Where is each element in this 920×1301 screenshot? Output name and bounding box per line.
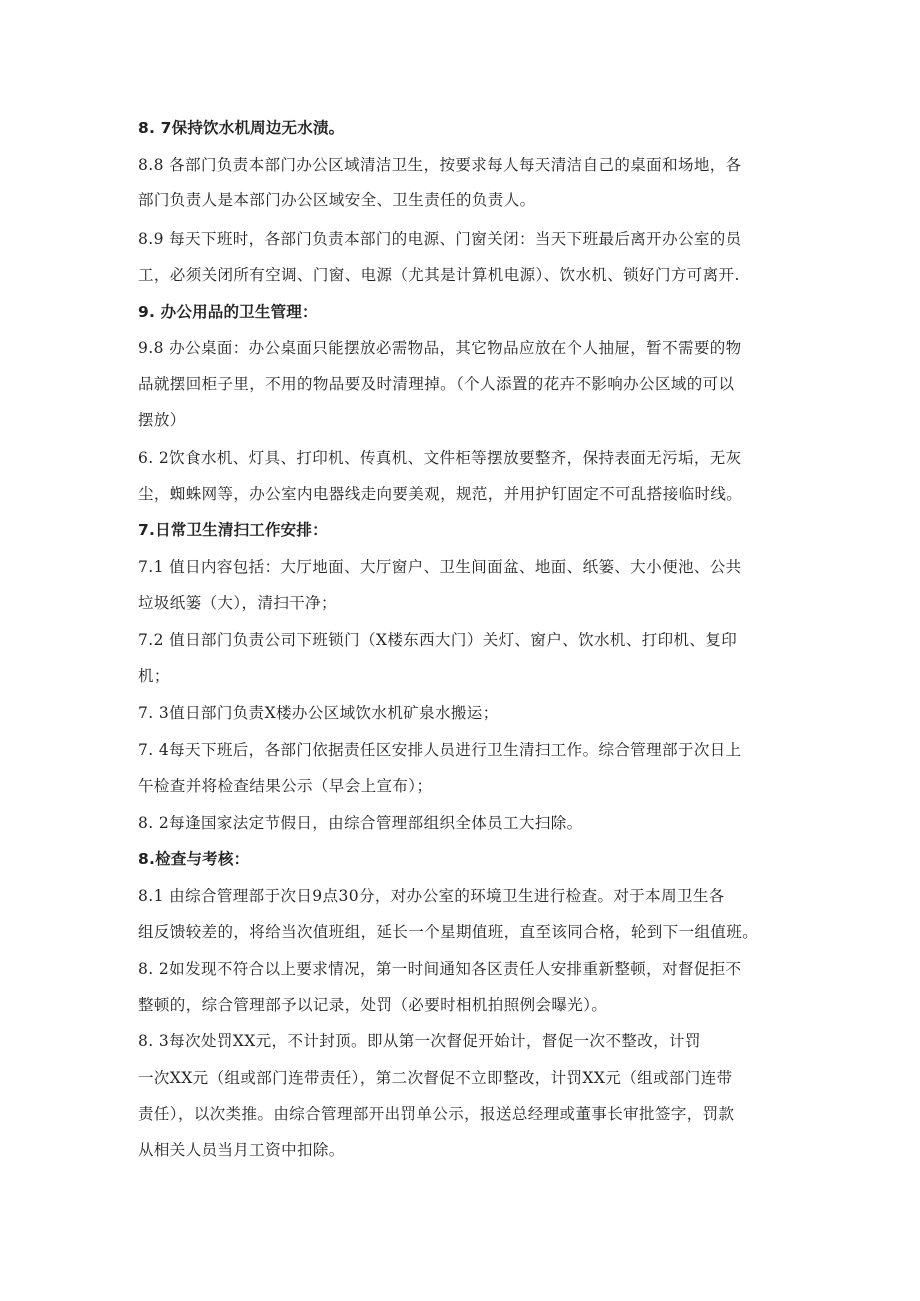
section-heading-8: 8.检查与考核： <box>138 850 250 868</box>
line-26: 8. 3每次处罚XX元，不计封顶。即从第一次督促开始计，督促一次不整改，计罚 <box>138 1032 701 1050</box>
line-19: 午检查并将检查结果公示（早会上宣布）； <box>138 777 433 795</box>
line-29: 从相关人员当月工资中扣除。 <box>138 1141 345 1159</box>
line-24: 8. 2如发现不符合以上要求情况，第一时间通知各区责任人安排重新整顿，对督促拒不 <box>138 960 742 978</box>
section-heading-7: 7.日常卫生清扫工作安排： <box>138 521 328 539</box>
line-7: 9.8 办公桌面：办公桌面只能摆放必需物品，其它物品应放在个人抽屉，暂不需要的物 <box>138 339 742 357</box>
line-23: 组反馈较差的，将给当次值班组，延长一个星期值班，直至该同合格，轮到下一组值班。 <box>138 923 759 941</box>
line-2: 8.8 各部门负责本部门办公区域清洁卫生，按要求每人每天清洁自己的桌面和场地，各 <box>138 156 742 174</box>
line-13: 7.1 值日内容包括：大厅地面、大厅窗户、卫生间面盆、地面、纸篓、大小便池、公共 <box>138 558 742 576</box>
line-3: 部门负责人是本部门办公区域安全、卫生责任的负责人。 <box>138 191 536 209</box>
line-11: 尘，蜘蛛网等，办公室内电器线走向要美观，规范，并用护钉固定不可乱搭接临时线。 <box>138 485 743 503</box>
line-22: 8.1 由综合管理部于次日9点30分，对办公室的环境卫生进行检查。对于本周卫生各 <box>138 887 725 905</box>
line-14: 垃圾纸篓（大），清扫干净； <box>138 594 337 612</box>
line-1: 8. 7保持饮水机周边无水渍。 <box>138 119 345 137</box>
line-8: 品就摆回柜子里，不用的物品要及时清理掉。（个人添置的花卉不影响办公区域的可以 <box>138 375 735 393</box>
section-heading-9: 9. 办公用品的卫生管理： <box>138 303 318 321</box>
line-20: 8. 2每逢国家法定节假日，由综合管理部组织全体员工大扫除。 <box>138 814 583 832</box>
line-27: 一次XX元（组或部门连带责任），第二次督促不立即整改，计罚XX元（组或部门连带 <box>138 1069 733 1087</box>
line-16: 机； <box>138 667 170 685</box>
line-25: 整顿的，综合管理部予以记录，处罚（必要时相机拍照例会曝光）。 <box>138 996 608 1014</box>
line-4: 8.9 每天下班时，各部门负责本部门的电源、门窗关闭：当天下班最后离开办公室的员 <box>138 230 742 248</box>
line-17: 7. 3值日部门负责X楼办公区域饮水机矿泉水搬运； <box>138 704 499 722</box>
line-5: 工，必须关闭所有空调、门窗、电源（尤其是计算机电源）、饮水机、锁好门方可离开. <box>138 266 740 284</box>
line-18: 7. 4每天下班后，各部门依据责任区安排人员进行卫生清扫工作。综合管理部于次日上 <box>138 741 742 759</box>
line-28: 责任），以次类推。由综合管理部开出罚单公示，报送总经理或董事长审批签字，罚款 <box>138 1105 735 1123</box>
line-9: 摆放） <box>138 411 186 429</box>
line-10: 6. 2饮食水机、灯具、打印机、传真机、文件柜等摆放要整齐，保持表面无污垢，无灰 <box>138 449 742 467</box>
line-15: 7.2 值日部门负责公司下班锁门（X楼东西大门）关灯、窗户、饮水机、打印机、复印 <box>138 631 738 649</box>
